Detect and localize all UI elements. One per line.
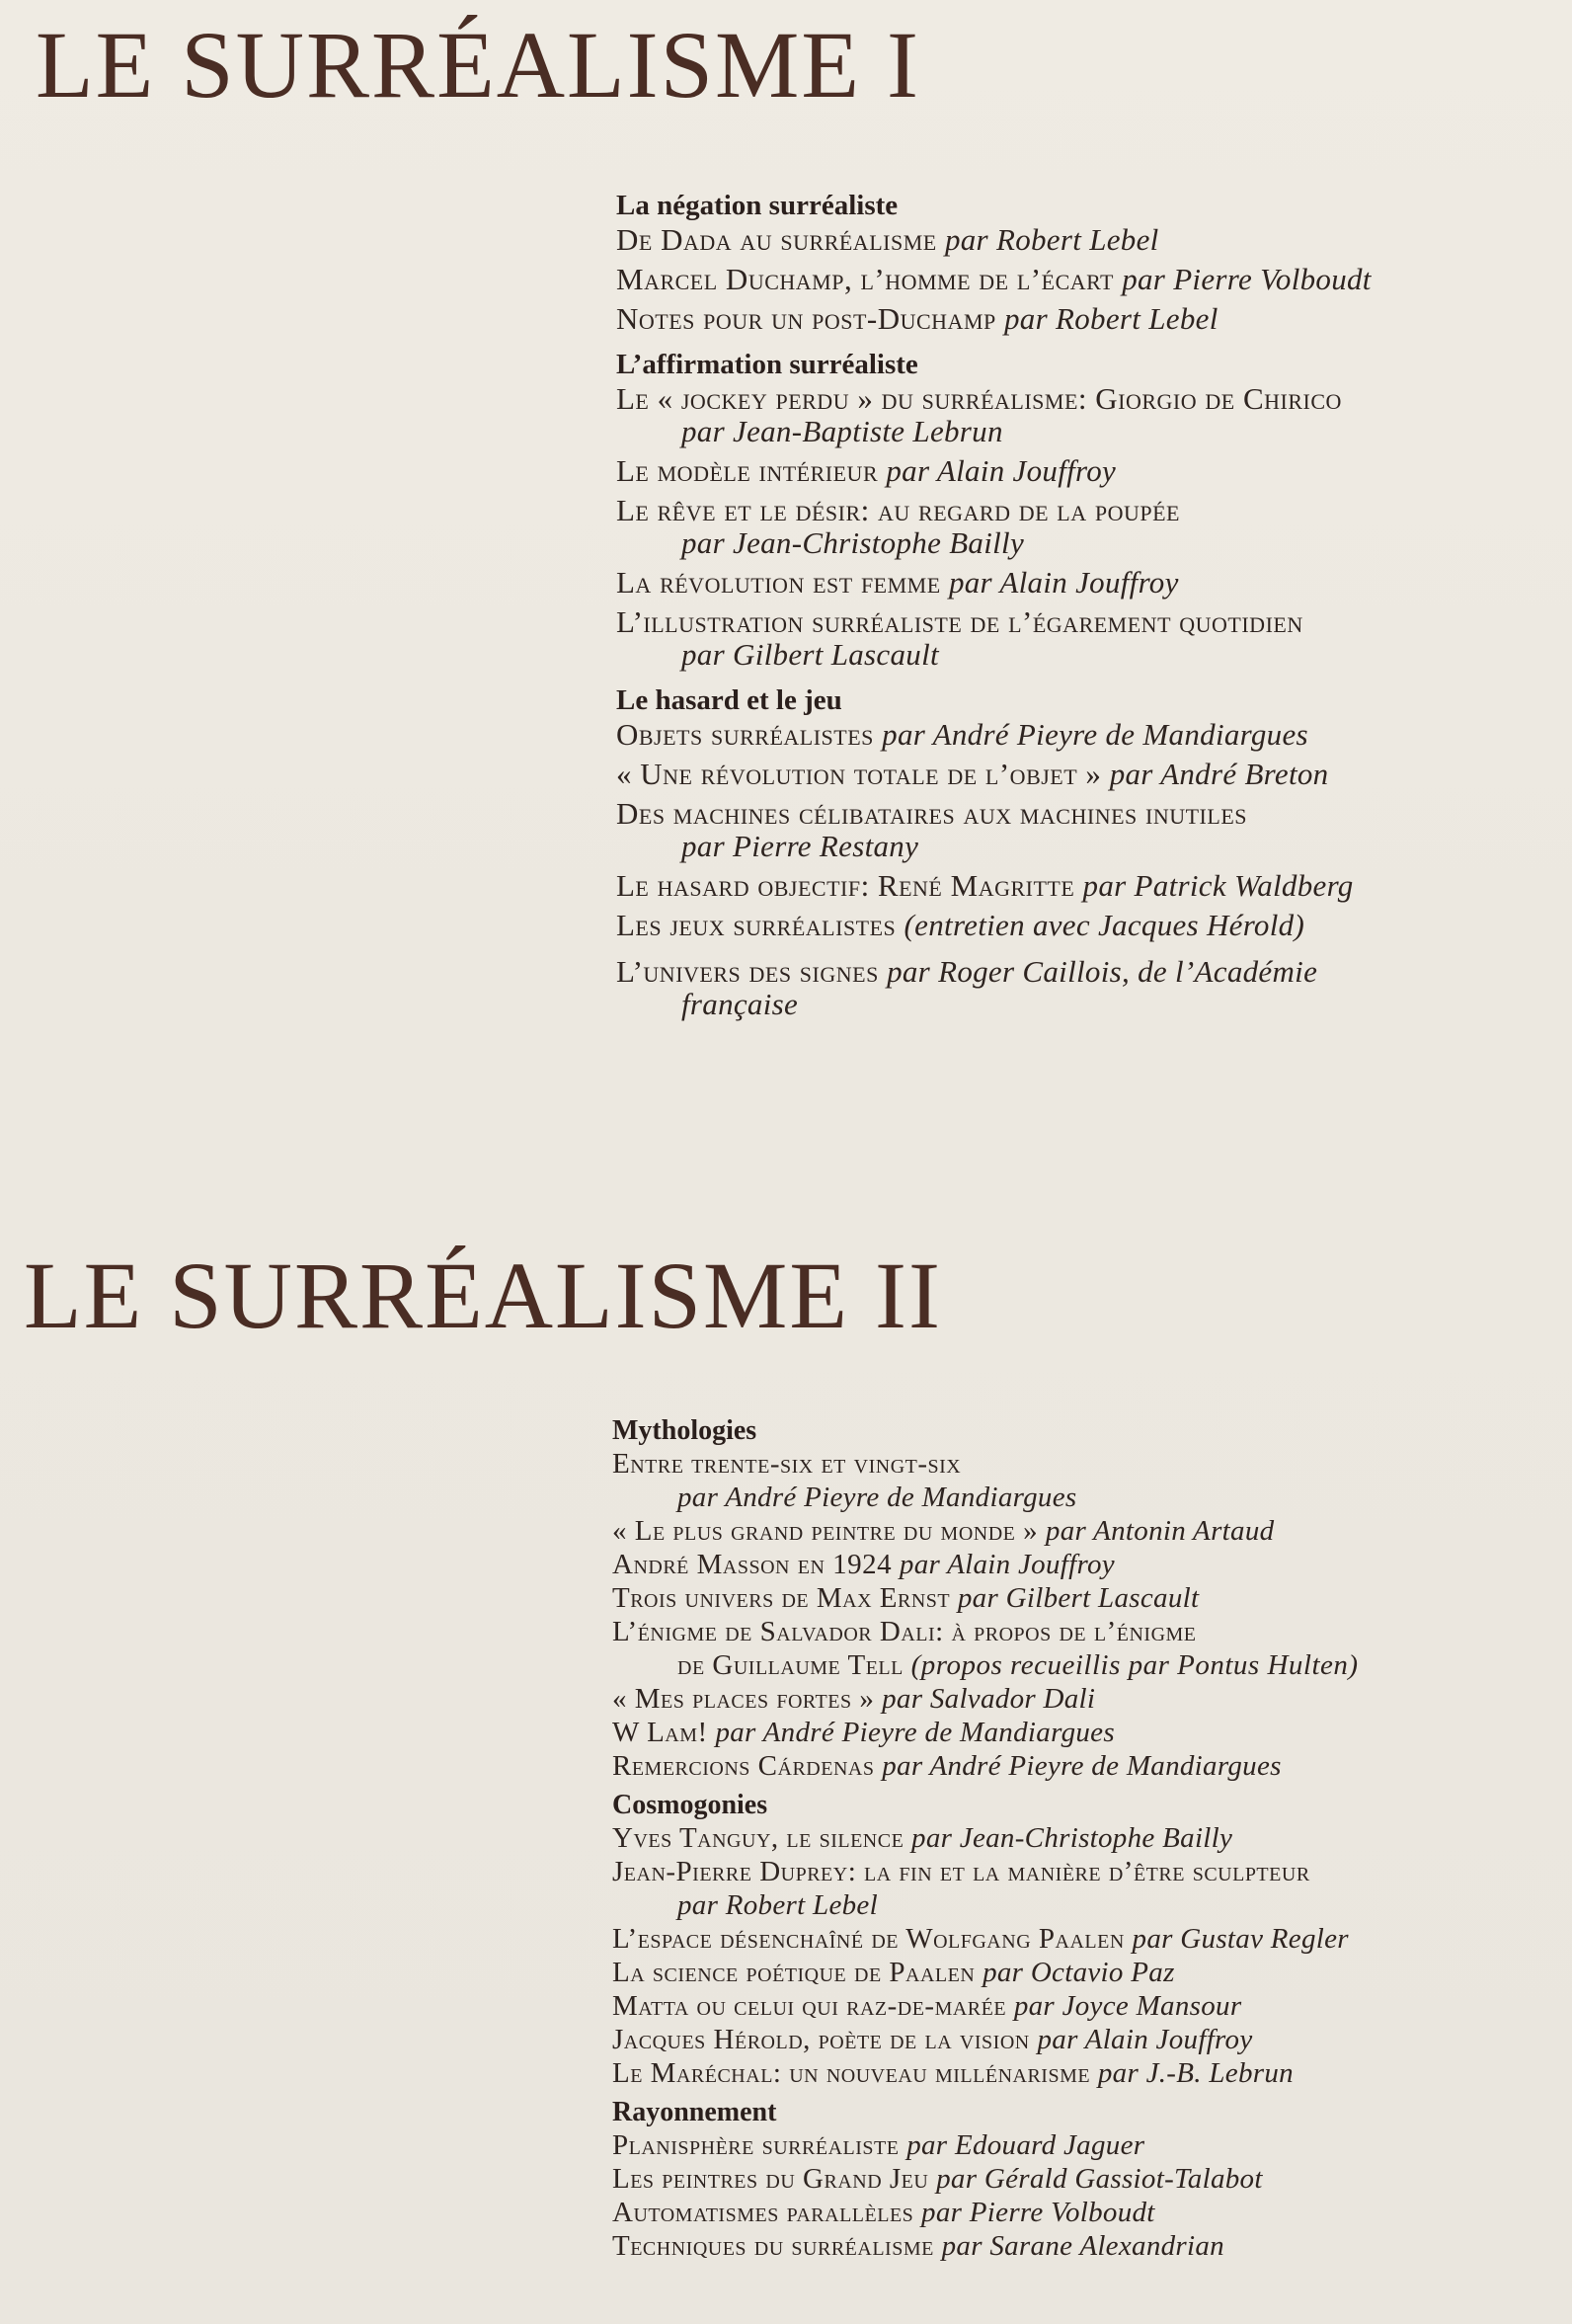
entry-author: par Octavio Paz <box>982 1957 1175 1988</box>
entry-title: Matta ou celui qui raz-de-marée <box>612 1990 1007 2022</box>
toc-entry <box>612 2229 1359 2263</box>
section-mythologies <box>612 1414 1359 1783</box>
toc-entry <box>616 909 1372 941</box>
section-heading: La négation surréaliste <box>616 190 899 221</box>
entry-title: « Mes places fortes » <box>612 1683 875 1715</box>
toc-entry <box>616 223 1372 256</box>
entry-title: Trois univers de Max Ernst <box>612 1582 951 1614</box>
entry-title: André Masson en 1924 <box>612 1549 893 1580</box>
entry-author: par Robert Lebel <box>944 222 1159 257</box>
entry-author: par Alain Jouffroy <box>886 453 1117 488</box>
toc-entry <box>612 1956 1359 1989</box>
toc-entry <box>616 302 1372 335</box>
toc-entry <box>612 1682 1359 1716</box>
toc-entry <box>616 454 1372 487</box>
toc-entry <box>616 263 1372 295</box>
entry-author: par Gilbert Lascault <box>957 1582 1200 1614</box>
entry-title: Yves Tanguy, le silence <box>612 1822 904 1854</box>
toc-entry <box>612 2196 1359 2229</box>
toc-entry <box>616 605 1372 671</box>
toc-entry <box>612 2162 1359 2196</box>
section-heading: Cosmogonies <box>612 1790 768 1820</box>
toc-entry <box>616 955 1372 1020</box>
entry-title: L’univers des signes <box>616 954 879 989</box>
toc-entry <box>616 797 1372 862</box>
toc-entry <box>612 1716 1359 1749</box>
entry-author: (propos recueillis par Pontus Hulten) <box>910 1649 1359 1681</box>
entry-title: « Le plus grand peintre du monde » <box>612 1515 1039 1547</box>
entry-title: Les peintres du Grand Jeu <box>612 2163 929 2195</box>
entry-author: par André Breton <box>1109 757 1329 791</box>
entry-author: par Edouard Jaguer <box>906 2129 1145 2161</box>
entry-title: Automatismes parallèles <box>612 2197 914 2228</box>
entry-title: Remercions Cárdenas <box>612 1750 875 1782</box>
entry-author: par Salvador Dali <box>882 1683 1096 1715</box>
entry-title: L’illustration surréaliste de l’égarement quotidien <box>616 604 1303 639</box>
toc-entry <box>616 494 1372 559</box>
toc-entry <box>612 1447 1359 1514</box>
entry-title: Le modèle intérieur <box>616 453 879 488</box>
entry-author: par Antonin Artaud <box>1045 1515 1275 1547</box>
entry-title: Le « jockey perdu » du surréalisme: Giorgio de Chirico <box>616 381 1342 416</box>
toc-entry <box>612 1514 1359 1548</box>
toc-entry <box>616 566 1372 599</box>
entry-author: par Joyce Mansour <box>1013 1990 1242 2022</box>
toc-entry <box>612 1922 1359 1956</box>
entry-author: par André Pieyre de Mandiargues <box>882 717 1308 752</box>
entry-author: par Gustav Regler <box>1132 1923 1349 1955</box>
entry-author: (entretien avec Jacques Hérold) <box>904 908 1305 942</box>
entry-author: par Alain Jouffroy <box>948 565 1179 600</box>
entry-title: Notes pour un post-Duchamp <box>616 301 996 336</box>
entry-title: La science poétique de Paalen <box>612 1957 976 1988</box>
entry-title: Entre trente-six et vingt-six <box>612 1448 962 1480</box>
entry-author: par Alain Jouffroy <box>899 1549 1115 1580</box>
toc-entry <box>616 382 1372 447</box>
entry-author: par André Pieyre de Mandiargues <box>715 1717 1115 1748</box>
entry-title: Jean-Pierre Duprey: la fin et la manière d’être sculpteur <box>612 1856 1310 1887</box>
toc-entry <box>612 1581 1359 1615</box>
entry-title: L’espace désenchaîné de Wolfgang Paalen <box>612 1923 1125 1955</box>
toc-entry <box>612 1749 1359 1783</box>
entry-author-continued: française <box>681 987 799 1021</box>
toc-entry <box>612 1821 1359 1855</box>
entry-title: « Une révolution totale de l’objet » <box>616 757 1102 791</box>
toc-entry <box>612 1989 1359 2023</box>
section-cosmogonies <box>612 1789 1359 2090</box>
entry-author: par André Pieyre de Mandiargues <box>882 1750 1282 1782</box>
entry-author: par Gilbert Lascault <box>681 637 939 672</box>
entry-author: par Jean-Christophe Bailly <box>911 1822 1233 1854</box>
entry-title: Le hasard objectif: René Magritte <box>616 868 1075 903</box>
entry-author: par André Pieyre de Mandiargues <box>677 1482 1077 1513</box>
entry-author: par Pierre Volboudt <box>921 2197 1155 2228</box>
toc-entry <box>612 1615 1359 1682</box>
section-heading: Mythologies <box>612 1415 757 1446</box>
volume-2-contents <box>612 1414 1359 2269</box>
section-hasard <box>616 682 1372 1020</box>
entry-title: Planisphère surréaliste <box>612 2129 900 2161</box>
entry-title: Jacques Hérold, poète de la vision <box>612 2024 1030 2055</box>
entry-author: par Pierre Restany <box>681 829 919 863</box>
entry-author: par Gérald Gassiot-Talabot <box>936 2163 1263 2195</box>
entry-title: Le Maréchal: un nouveau millénarisme <box>612 2057 1091 2089</box>
entry-title: L’énigme de Salvador Dali: à propos de l’énigme <box>612 1616 1197 1647</box>
entry-author: par Jean-Christophe Bailly <box>681 525 1025 560</box>
entry-title: Techniques du surréalisme <box>612 2230 934 2262</box>
entry-title: Objets surréalistes <box>616 717 874 752</box>
entry-author: par Patrick Waldberg <box>1082 868 1354 903</box>
entry-author: par Sarane Alexandrian <box>941 2230 1224 2262</box>
entry-author: par Roger Caillois, de l’Académie <box>887 954 1318 989</box>
entry-title: La révolution est femme <box>616 565 941 600</box>
toc-entry <box>612 2128 1359 2162</box>
toc-entry <box>616 718 1372 751</box>
volume-1-contents <box>616 188 1372 1032</box>
entry-author: par Alain Jouffroy <box>1037 2024 1253 2055</box>
entry-title-continued: de Guillaume Tell <box>677 1649 904 1681</box>
section-heading: L’affirmation surréaliste <box>616 349 918 380</box>
toc-entry <box>612 2056 1359 2090</box>
entry-author: par Jean-Baptiste Lebrun <box>681 414 1003 448</box>
section-rayonnement <box>612 2096 1359 2263</box>
entry-title: Les jeux surréalistes <box>616 908 897 942</box>
entry-title: W Lam! <box>612 1717 708 1748</box>
section-affirmation <box>616 347 1372 671</box>
volume-1-title: LE SURRÉALISME I <box>36 12 920 118</box>
toc-entry <box>616 869 1372 902</box>
entry-title: Le rêve et le désir: au regard de la poupée <box>616 493 1180 527</box>
toc-entry <box>616 758 1372 790</box>
section-heading: Rayonnement <box>612 2097 777 2127</box>
entry-author: par Robert Lebel <box>677 1889 878 1921</box>
entry-author: par J.-B. Lebrun <box>1097 2057 1294 2089</box>
entry-title: Marcel Duchamp, l’homme de l’écart <box>616 262 1114 296</box>
entry-author: par Pierre Volboudt <box>1122 262 1372 296</box>
toc-entry <box>612 1855 1359 1922</box>
toc-entry <box>612 2023 1359 2056</box>
section-heading: Le hasard et le jeu <box>616 684 842 716</box>
entry-title: Des machines célibataires aux machines inutiles <box>616 796 1247 831</box>
section-negation <box>616 188 1372 335</box>
toc-entry <box>612 1548 1359 1581</box>
entry-author: par Robert Lebel <box>1004 301 1218 336</box>
entry-title: De Dada au surréalisme <box>616 222 937 257</box>
volume-2-title: LE SURRÉALISME II <box>24 1242 942 1348</box>
